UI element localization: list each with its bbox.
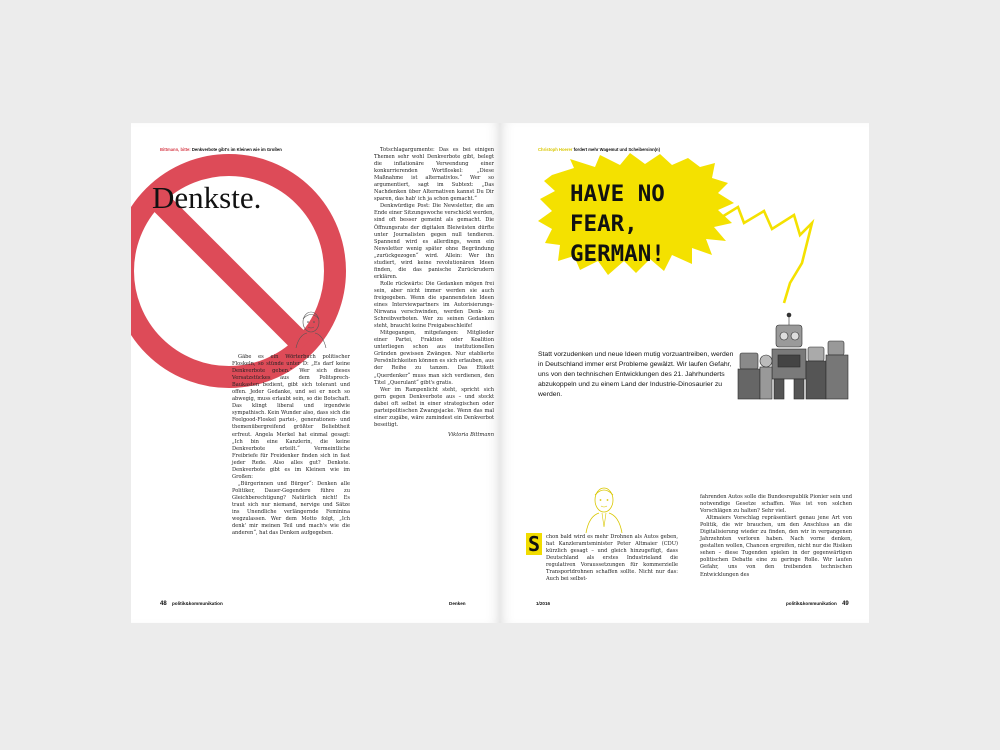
left-column-1 (232, 354, 350, 537)
right-folio (786, 601, 853, 607)
paragraph: fahrenden Autos solle die Bundesrepublik Pionier sein und notwendige Gesetze schaffen. Was ist von solchen Vorschlägen zu halten? Sehr viel. (700, 494, 852, 515)
author-portrait-icon (582, 483, 626, 533)
right-column-1: chon bald wird es mehr Drohnen als Autos geben, hat Kanzleramtsminister Peter Altmaier (CDU) kürzlich gesagt – und gleich hinzugefügt, dass Deutschland als erstes Industrieland die regulativen Voraussetzungen für kommerzielle Transportdrohnen schaffen sollte. Nicht nur das: Auch bei selbst- (546, 534, 678, 583)
burst-line-3: GERMAN! (570, 241, 665, 267)
left-column-2 (374, 147, 494, 439)
paragraph: Totschlagargumente: Das es bei einigen Themen sehr wohl Denkverbote gibt, belegt die inflationäre Verwendung einer konkurrierenden Wortfloskel: „Diese Maßnahme ist alternativlos.“ Wer so argumentiert, sagt im Subtext: „Das Nachdenken über Alternativen kannst Du Dir sparen, das hab' ich ja schon gemacht.“ (374, 147, 494, 203)
right-page (500, 123, 869, 623)
page-number: 49 (842, 601, 849, 607)
paragraph: „Bürgerinnen und Bürger“: Denken alle Politiker, Dauer-Gegendere führe zu Gleichberechtigung? Natürlich nicht! Es traut sich nur niemand, nervige und Sätze ins Unendliche verlängernde Feminina wegzulassen. Wer dem Motto folgt, „Ich denk' mir meinen Teil und mach's wie die anderen“, hat das Denken aufgegeben. (232, 480, 350, 537)
article-title: Denkste. (152, 180, 262, 215)
dropcap (526, 533, 542, 555)
right-kicker-accent: Christoph Hoerer (538, 147, 573, 152)
speech-burst (500, 123, 869, 323)
paragraph: Denkwürdige Post: Die Newsletter, die am Ende einer Sitzungswoche verschickt werden, sind oft besser gemeint als gemacht. Die Öffnungsrate der digitalen Bleiwüsten dürfte unter Journalisten gegen null tendieren. Spannend wird es allerdings, wenn ein Newsletter wenig später ohne Begründung „zurückgezogen“ wird. Allein: Wer ihn studiert, wird keine revolutionären Ideen finden, die das panische Zurückrudern erklären. (374, 203, 494, 280)
burst-line-2: FEAR, (570, 211, 638, 237)
left-kicker-text: Denkverbote gibt's im Kleinen wie im Großen (191, 147, 282, 152)
right-kicker-text: fordert mehr Wagemut und Scheibersinn(n) (573, 147, 661, 152)
magazine-name: politik&kommunikation (171, 601, 223, 606)
paragraph: Altmaiers Vorschlag repräsentiert genau jene Art von Politik, die wir brauchen, um den Anschluss an die Digitalisierung wieder zu finden, den wir in vergangenen Jahrzehnten verloren haben. Nach vorne denken, gestalten wollen, Chancen ergreifen, nicht nur die Risiken sehen – diese Tugenden spielen in der gegenwärtigen politischen Debatte eine zu geringe Rolle. Wir laufen Gefahr, uns von den treibenden technischen Entwicklungen des (700, 515, 852, 578)
left-page (131, 123, 500, 623)
paragraph: Wer im Rampenlicht steht, spricht sich gern gegen Denkverbote aus – und steckt dabei oft selbst in einer strategischen oder parteipolitischen Zwangsjacke. Wenn das mal einer zugäbe, wäre zumindest ein Denkverbot beseitigt. (374, 386, 494, 428)
page-number: 48 (160, 601, 167, 607)
toy-robots-image (736, 311, 858, 403)
no-sign-bar (154, 196, 304, 346)
magazine-name: politik&kommunikation (786, 601, 837, 606)
dropcap-letter: S (527, 532, 541, 556)
section-name: Denken (449, 601, 466, 606)
paragraph: Rolle rückwärts: Die Gedanken mögen frei sein, aber nicht immer werden sie auch freigegeben. Wenn die spannendsten Ideen eines Interviewpartners im Autorisierungs-Nirwana verschwinden, werden Denk- zu Schreibverboten. Wer zu seinen Gedanken steht, braucht keine Freigabeschleife! (374, 280, 494, 330)
issue-number: 1/2016 (536, 601, 551, 606)
burst-line-1: HAVE NO (570, 181, 665, 207)
byline: Viktoria Bittmann (447, 431, 494, 438)
lead-paragraph: Statt vorzudenken und neue Ideen mutig vorzuantreiben, werden in Deutschland immer erst Probleme gewälzt. Wir laufen Gefahr, uns von den technischen Entwicklungen des 21. Jahrhunderts abzukoppeln und zu einem Land der Industrie-Dinosaurier zu werden. (538, 351, 734, 398)
author-portrait-icon (293, 308, 329, 348)
paragraph: Gäbe es ein Wörterbuch politischer Floskeln, so stünde unter D: „Es darf keine Denkverbote geben.“ Wer sich dieses Versatzstückes aus dem Politsprech-Baukasten bedient, gibt sich tolerant und offen. Jeder Gedanke, und sei er noch so abwegig, muss erlaubt sein, so die Botschaft. Das klingt liberal und irgendwie sympathisch. Kein Wunder also, dass sich die Feelgood-Floskel partei-, generationen- und themenübergreifend größter Beliebtheit erfreut. Angela Merkel hat einmal gesagt: „Ich bin eine Kanzlerin, die keine Denkverbote erteilt.“ Vermeintliche Freibriefe für Freidenker finden sich in fast jeder Rede. Also alles gut? Denkste. Denkverbote gibt es im Kleinen wie im Großen: (232, 354, 350, 480)
left-kicker-accent: Bittmann, bitte: (160, 147, 191, 152)
right-column-2 (700, 494, 852, 579)
paragraph: Mitgegangen, mitgefangen: Mitglieder einer Partei, Fraktion oder Koalition unterliegen schon aus institutionellen Gründen gewissen Zwängen. Nur etablierte Persönlichkeiten können es sich erlauben, aus der Reihe zu tanzen. Das Etikett „Querdenker“ muss man sich verdienen, den Titel „Querulant“ gibt's gratis. (374, 330, 494, 386)
